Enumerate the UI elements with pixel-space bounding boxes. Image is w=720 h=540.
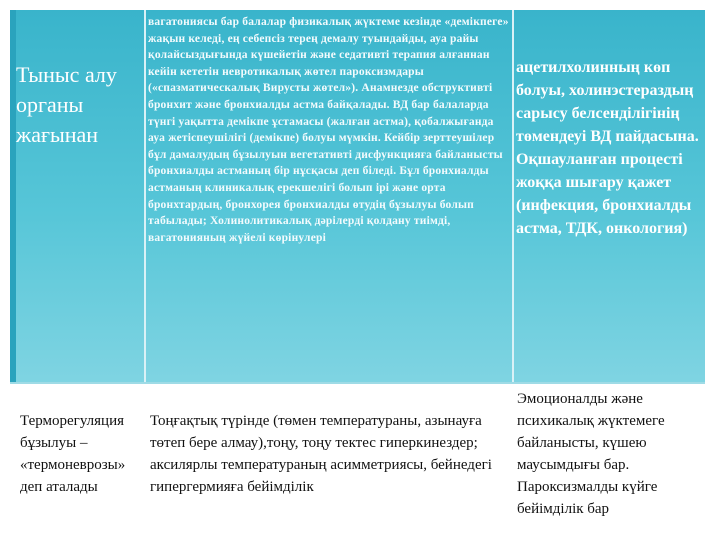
row-divider <box>10 382 705 384</box>
column-divider <box>512 10 514 382</box>
table-cell-thermoregulation-note: Эмоционалды және психикалық жүктемеге байланысты, күшею маусымдығы бар. Пароксизмалды күйге бейімділік бар <box>517 391 665 517</box>
table-cell-thermoregulation-description: Тоңғақтық түрінде (төмен температураны, азынауға төтеп бере алмау),тоңу, тоңу тектес гиперкинездер; аксилярлы температураның асимметриясы, бейнедегі гипергермияға бейімділік <box>150 413 492 495</box>
table-cell-respiratory-title: Тыныс алу органы жағынан <box>16 62 117 147</box>
table-cell-thermoregulation-title: Терморегуляция бұзылуы – «термоневрозы» деп аталады <box>20 413 126 495</box>
table-cell-respiratory-description: вагатониясы бар балалар физикалық жүктеме кезінде «демікпеге» жақын келеді, ең себепсіз терең демалу туындайды, ауа райы қолайсыздығында күшейетін және седативті терапия алғаннан кейін кететін невротикалық жөтел пароксизмдары («спазматическалық Вирусты жөтел»). Анамнезде обструктивті бронхит және бронхиалды астма байқалады. ВД бар балаларда түнгі уақытта демікпе ұстамасы (жалған астма), қобалжығанда ауа жетіспеушілігі (демікпе) болуы мүмкін. Кейбір зерттеушілер бұл дамалудың бұзылуын вегетативті дисфункцияға байланысты бронхиалды астманың бір нұсқасы деп біледі. Бұл бронхиалды астманың клиникалық ерекшелігі болып ірі және орта бронхтардың, бронхорея бронхиалды өтудің бұзылуы болып табылады; Холинолитикалық дәрілерді қолдану тиімді, вагатонияның жүйелі көрінулері <box>148 16 509 244</box>
column-divider <box>144 10 146 382</box>
table-cell-respiratory-note: ацетилхолинның көп болуы, холинэстераздың сарысу белсенділігінің төмендеуі ВД пайдасына. Оқшауланған процесті жоққа шығару қажет (инфекция, бронхиалды астма, ТДК, онкология) <box>516 59 699 237</box>
